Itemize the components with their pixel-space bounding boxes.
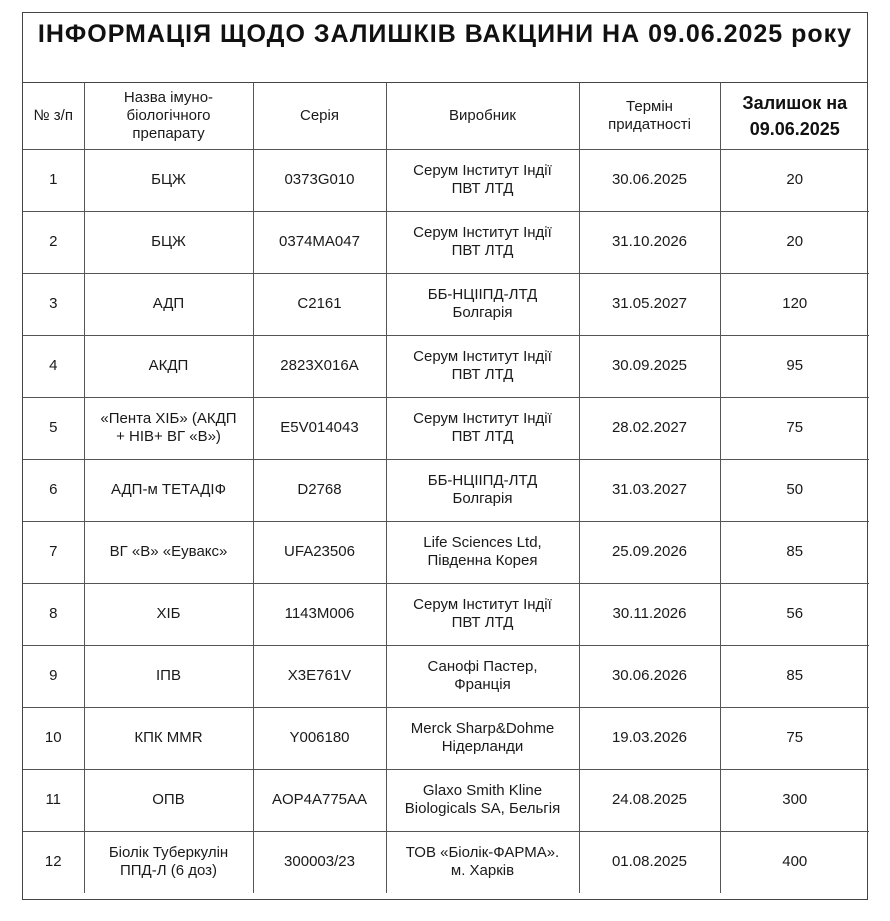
cell-num: 9 (23, 645, 84, 707)
cell-name: «Пента ХІБ» (АКДП + HIB+ ВГ «В») (84, 397, 253, 459)
cell-manufacturer: Серум Інститут Індії ПВТ ЛТД (386, 335, 579, 397)
cell-series: 0374MA047 (253, 211, 386, 273)
table-row (23, 397, 869, 459)
table-row (23, 645, 869, 707)
cell-series: X3E761V (253, 645, 386, 707)
table-row (23, 149, 869, 211)
document-title: ІНФОРМАЦІЯ ЩОДО ЗАЛИШКІВ ВАКЦИНИ НА 09.06.2025 року (37, 20, 853, 48)
cell-expiry: 30.09.2025 (579, 335, 720, 397)
cell-series: UFA23506 (253, 521, 386, 583)
cell-balance: 75 (720, 707, 869, 769)
table-row (23, 459, 869, 521)
cell-manufacturer: Серум Інститут Індії ПВТ ЛТД (386, 149, 579, 211)
cell-expiry: 31.10.2026 (579, 211, 720, 273)
cell-num: 1 (23, 149, 84, 211)
cell-series: D2768 (253, 459, 386, 521)
document-sheet (22, 12, 868, 900)
vaccine-table (23, 83, 869, 893)
header-num: № з/п (23, 83, 84, 149)
table-header-row (23, 83, 869, 149)
cell-expiry: 28.02.2027 (579, 397, 720, 459)
cell-name: ІПВ (84, 645, 253, 707)
table-row (23, 831, 869, 893)
cell-num: 12 (23, 831, 84, 893)
cell-name: АДП (84, 273, 253, 335)
header-series: Серія (253, 83, 386, 149)
cell-series: Y006180 (253, 707, 386, 769)
cell-balance: 20 (720, 211, 869, 273)
cell-manufacturer: ББ-НЦІІПД-ЛТД Болгарія (386, 273, 579, 335)
header-manufacturer: Виробник (386, 83, 579, 149)
cell-manufacturer: Серум Інститут Індії ПВТ ЛТД (386, 397, 579, 459)
cell-series: C2161 (253, 273, 386, 335)
cell-expiry: 01.08.2025 (579, 831, 720, 893)
cell-num: 7 (23, 521, 84, 583)
cell-expiry: 30.06.2025 (579, 149, 720, 211)
table-row (23, 769, 869, 831)
cell-name: КПК MMR (84, 707, 253, 769)
cell-name: ВГ «В» «Еувакс» (84, 521, 253, 583)
cell-num: 11 (23, 769, 84, 831)
cell-balance: 20 (720, 149, 869, 211)
cell-manufacturer: Санофі Пастер, Франція (386, 645, 579, 707)
cell-manufacturer: Glaxo Smith Kline Biologicals SA, Бельгія (386, 769, 579, 831)
table-row (23, 211, 869, 273)
cell-expiry: 24.08.2025 (579, 769, 720, 831)
cell-num: 6 (23, 459, 84, 521)
cell-name: БЦЖ (84, 149, 253, 211)
cell-manufacturer: ТОВ «Біолік-ФАРМА». м. Харків (386, 831, 579, 893)
cell-balance: 50 (720, 459, 869, 521)
cell-num: 2 (23, 211, 84, 273)
cell-name: ХІБ (84, 583, 253, 645)
table-row (23, 273, 869, 335)
cell-balance: 95 (720, 335, 869, 397)
cell-expiry: 19.03.2026 (579, 707, 720, 769)
cell-expiry: 31.03.2027 (579, 459, 720, 521)
cell-series: 0373G010 (253, 149, 386, 211)
cell-expiry: 31.05.2027 (579, 273, 720, 335)
cell-balance: 400 (720, 831, 869, 893)
cell-name: АДП-м ТЕТАДІФ (84, 459, 253, 521)
title-row (23, 13, 867, 83)
cell-series: AOP4A775AA (253, 769, 386, 831)
table-row (23, 335, 869, 397)
cell-num: 10 (23, 707, 84, 769)
table-row (23, 707, 869, 769)
cell-manufacturer: Merck Sharp&Dohme Нідерланди (386, 707, 579, 769)
cell-balance: 85 (720, 645, 869, 707)
cell-expiry: 30.11.2026 (579, 583, 720, 645)
cell-manufacturer: Серум Інститут Індії ПВТ ЛТД (386, 583, 579, 645)
cell-balance: 120 (720, 273, 869, 335)
cell-name: ОПВ (84, 769, 253, 831)
table-body (23, 149, 869, 893)
cell-series: 2823X016A (253, 335, 386, 397)
cell-num: 8 (23, 583, 84, 645)
cell-series: E5V014043 (253, 397, 386, 459)
header-expiry: Термін придатності (579, 83, 720, 149)
cell-manufacturer: ББ-НЦІІПД-ЛТД Болгарія (386, 459, 579, 521)
table-row (23, 521, 869, 583)
cell-num: 5 (23, 397, 84, 459)
cell-series: 300003/23 (253, 831, 386, 893)
cell-num: 4 (23, 335, 84, 397)
header-balance: Залишок на 09.06.2025 (720, 83, 869, 149)
cell-name: АКДП (84, 335, 253, 397)
cell-balance: 75 (720, 397, 869, 459)
cell-expiry: 25.09.2026 (579, 521, 720, 583)
cell-manufacturer: Life Sciences Ltd, Південна Корея (386, 521, 579, 583)
header-name: Назва імуно- біологічного препарату (84, 83, 253, 149)
cell-num: 3 (23, 273, 84, 335)
cell-balance: 56 (720, 583, 869, 645)
cell-expiry: 30.06.2026 (579, 645, 720, 707)
cell-balance: 300 (720, 769, 869, 831)
cell-balance: 85 (720, 521, 869, 583)
cell-series: 1143M006 (253, 583, 386, 645)
cell-name: БЦЖ (84, 211, 253, 273)
cell-name: Біолік Туберкулін ППД-Л (6 доз) (84, 831, 253, 893)
cell-manufacturer: Серум Інститут Індії ПВТ ЛТД (386, 211, 579, 273)
table-row (23, 583, 869, 645)
